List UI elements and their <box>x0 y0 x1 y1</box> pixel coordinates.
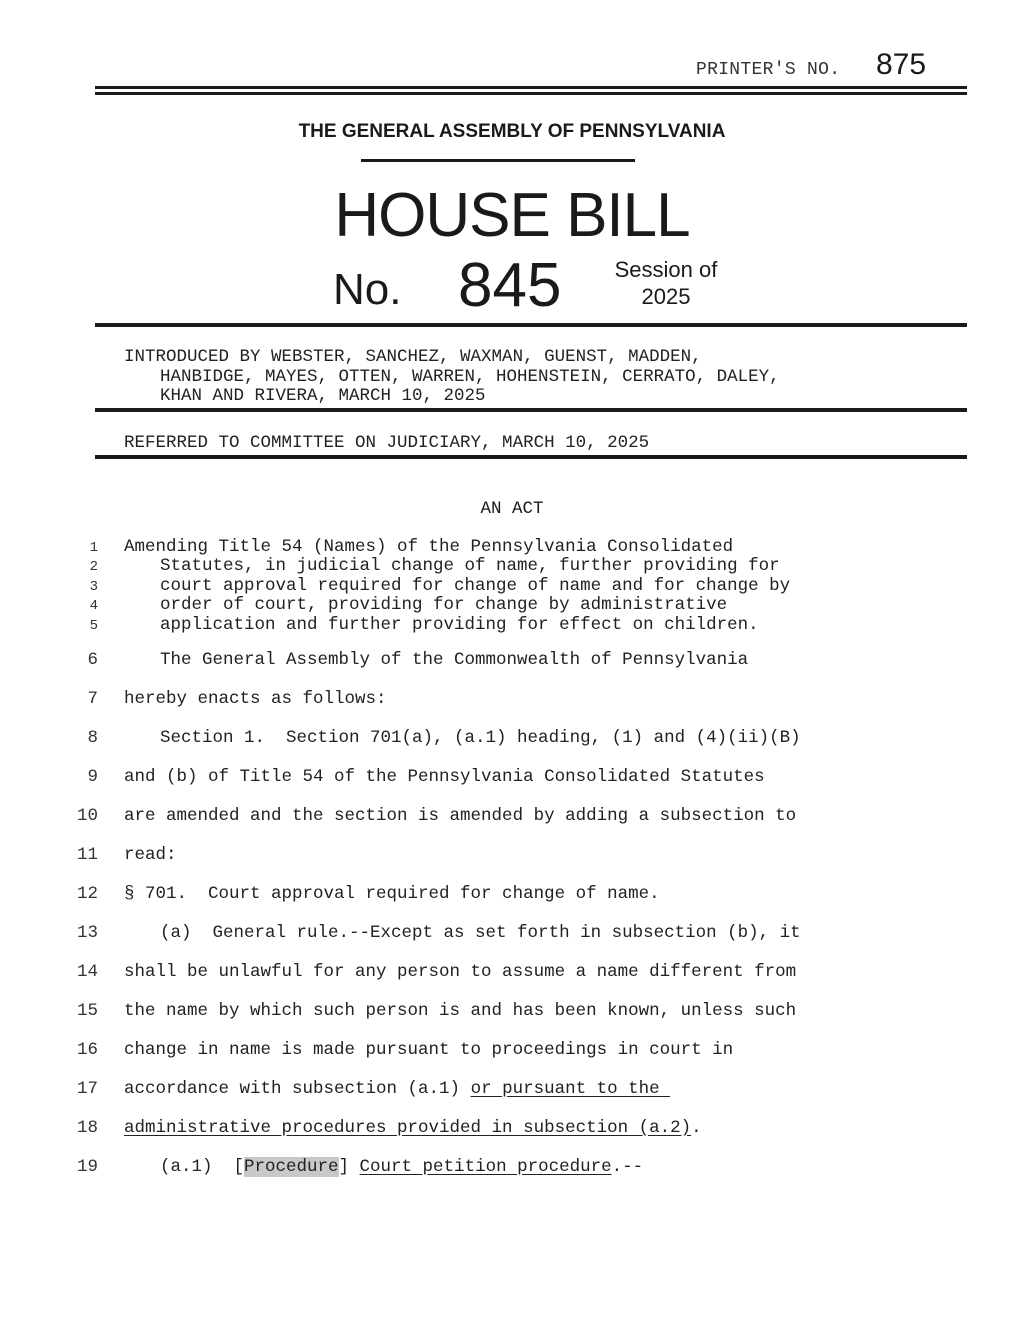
line-number: 6 <box>87 650 98 670</box>
body-line: the name by which such person is and has been known, unless such <box>124 1001 797 1021</box>
body-line <box>124 1079 670 1099</box>
line-number: 15 <box>76 1001 98 1021</box>
deleted-text: Procedure <box>244 1157 339 1177</box>
top-rule-2 <box>95 92 967 95</box>
session-year: 2025 <box>641 284 691 309</box>
body-line: and (b) of Title 54 of the Pennsylvania Consolidated Statutes <box>124 767 765 787</box>
existing-text: ] <box>338 1157 360 1177</box>
title-line: Statutes, in judicial change of name, further providing for <box>160 556 780 576</box>
existing-text: accordance with subsection (a.1) <box>124 1079 471 1099</box>
body-line <box>124 1118 702 1138</box>
referred-line: REFERRED TO COMMITTEE ON JUDICIARY, MARCH 10, 2025 <box>124 433 650 453</box>
bill-number-label: No. <box>333 265 402 314</box>
existing-text: .-- <box>611 1157 644 1177</box>
introduced-line-3: KHAN AND RIVERA, MARCH 10, 2025 <box>160 386 486 406</box>
line-number: 10 <box>76 806 98 826</box>
added-text: administrative procedures provided in subsection (a.2) <box>124 1118 692 1138</box>
body-line: are amended and the section is amended by adding a subsection to <box>124 806 797 826</box>
line-number: 3 <box>89 579 98 595</box>
printer-number: 875 <box>876 48 927 81</box>
line-number: 8 <box>87 728 98 748</box>
body-line: read: <box>124 845 177 865</box>
session <box>606 256 726 310</box>
referred-rule <box>95 455 967 459</box>
line-number: 5 <box>89 618 98 634</box>
section-heading: § 701. Court approval required for change of name. <box>124 884 660 904</box>
body-line: Section 1. Section 701(a), (a.1) heading, (1) and (4)(ii)(B) <box>160 728 801 748</box>
top-rule-1 <box>95 86 967 89</box>
line-number: 14 <box>76 962 98 982</box>
assembly-rule <box>361 159 635 162</box>
session-label: Session of <box>614 257 718 282</box>
bill-type: HOUSE BILL <box>334 181 690 250</box>
body-line: shall be unlawful for any person to assume a name different from <box>124 962 797 982</box>
title-line: order of court, providing for change by administrative <box>160 595 728 615</box>
body-line: (a) General rule.--Except as set forth in subsection (b), it <box>160 923 801 943</box>
line-number: 17 <box>76 1079 98 1099</box>
line-number: 7 <box>87 689 98 709</box>
bill-number: 845 <box>458 251 562 320</box>
line-number: 11 <box>76 845 98 865</box>
added-text: or pursuant to the <box>470 1079 671 1099</box>
existing-text: (a.1) [ <box>160 1157 245 1177</box>
existing-text: . <box>691 1118 702 1138</box>
added-text: Court petition procedure <box>359 1157 612 1177</box>
introduced-line-1: INTRODUCED BY WEBSTER, SANCHEZ, WAXMAN, GUENST, MADDEN, <box>124 347 702 367</box>
line-number: 4 <box>89 598 98 614</box>
body-line <box>160 1157 643 1177</box>
printer-number-label: PRINTER'S NO. <box>696 60 841 80</box>
body-line: The General Assembly of the Commonwealth of Pennsylvania <box>160 650 749 670</box>
title-line: application and further providing for effect on children. <box>160 615 759 635</box>
line-number: 12 <box>76 884 98 904</box>
an-act-heading: AN ACT <box>480 499 544 519</box>
body-line: hereby enacts as follows: <box>124 689 387 709</box>
title-line: Amending Title 54 (Names) of the Pennsylvania Consolidated <box>124 537 734 557</box>
introduced-rule <box>95 408 967 412</box>
bill-header-rule <box>95 323 967 327</box>
line-number: 9 <box>87 767 98 787</box>
introduced-line-2: HANBIDGE, MAYES, OTTEN, WARREN, HOHENSTEIN, CERRATO, DALEY, <box>160 367 780 387</box>
body-line: change in name is made pursuant to proceedings in court in <box>124 1040 734 1060</box>
line-number: 2 <box>89 559 98 575</box>
line-number: 16 <box>76 1040 98 1060</box>
line-number: 13 <box>76 923 98 943</box>
line-number: 1 <box>89 540 98 556</box>
line-number: 18 <box>76 1118 98 1138</box>
assembly-title: THE GENERAL ASSEMBLY OF PENNSYLVANIA <box>298 121 726 142</box>
title-line: court approval required for change of name and for change by <box>160 576 791 596</box>
line-number: 19 <box>76 1157 98 1177</box>
